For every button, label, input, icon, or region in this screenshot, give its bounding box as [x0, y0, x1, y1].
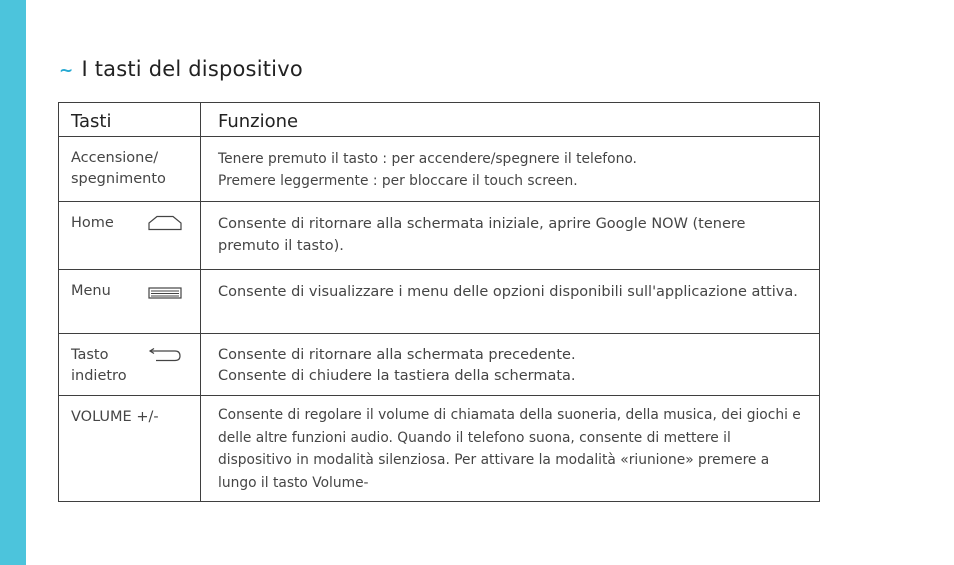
function-cell-power: [201, 137, 820, 202]
key-label-power: Accensione/ spegnimento: [71, 150, 166, 187]
function-line: Consente di visualizzare i menu delle opzioni disponibili sull'applicazione attiva.: [218, 284, 798, 300]
key-cell-menu: [59, 270, 201, 334]
table-row: [59, 270, 820, 334]
key-label-back: Tasto indietro: [71, 347, 127, 384]
table-row: [59, 396, 820, 502]
key-cell-volume: [59, 396, 201, 502]
key-label-volume: VOLUME +/-: [71, 409, 159, 425]
header-keys-label: Tasti: [71, 111, 112, 132]
table-row: [59, 334, 820, 396]
function-cell-back: [201, 334, 820, 396]
key-cell-back: [59, 334, 201, 396]
function-line: Consente di ritornare alla schermata precedente.: [218, 347, 576, 363]
function-cell-menu: [201, 270, 820, 334]
function-line: Tenere premuto il tasto : per accendere/spegnere il telefono.: [218, 151, 637, 167]
table-row: [59, 202, 820, 270]
key-label-home: Home: [71, 215, 114, 231]
menu-key-icon: [148, 285, 182, 306]
table-header-row: [59, 103, 820, 137]
back-key-icon: [148, 348, 182, 369]
table-row: [59, 137, 820, 202]
keys-table: [58, 102, 820, 502]
function-line: Consente di regolare il volume di chiamata della suoneria, della musica, dei giochi e delle altre funzioni audio. Quando il telefono suona, consente di mettere il dispositivo in modalità silenziosa. Per attivare la modalità «riunione» premere a lungo il tasto Volume-: [218, 407, 801, 491]
key-cell-power: [59, 137, 201, 202]
function-line: Consente di chiudere la tastiera della schermata.: [218, 368, 576, 384]
header-keys: [59, 103, 201, 137]
title-text: I tasti del dispositivo: [81, 57, 303, 81]
home-key-icon: [148, 215, 182, 238]
function-cell-volume: [201, 396, 820, 502]
function-cell-home: [201, 202, 820, 270]
key-label-menu: Menu: [71, 283, 111, 299]
function-line: Premere leggermente : per bloccare il touch screen.: [218, 173, 578, 189]
header-function-label: Funzione: [218, 111, 299, 132]
function-line: Consente di ritornare alla schermata iniziale, aprire Google NOW (tenere premuto il tasto).: [218, 216, 746, 254]
key-cell-home: [59, 202, 201, 270]
side-accent-bar: [0, 0, 26, 565]
section-title: [59, 57, 303, 81]
header-function: [201, 103, 820, 137]
title-tilde: ~: [59, 61, 74, 81]
